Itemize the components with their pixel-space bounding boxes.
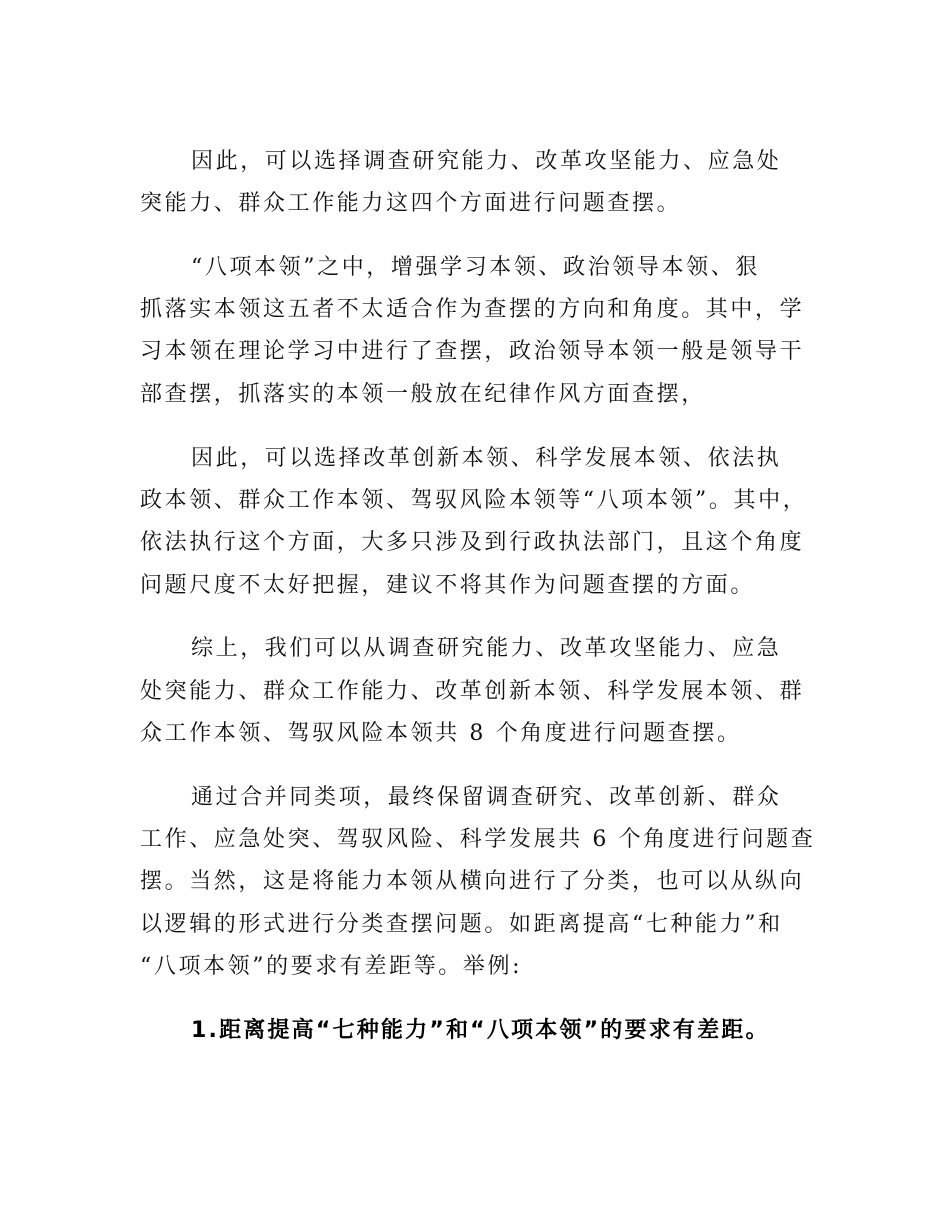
section-heading: 1.距离提高“七种能力”和“八项本领”的要求有差距。 [191, 1018, 770, 1043]
paragraph-3-line-4: 问题尺度不太好把握，建议不将其作为问题查摆的方面。 [140, 573, 756, 598]
paragraph-2-line-2: 抓落实本领这五者不太适合作为查摆的方向和角度。其中，学 [140, 297, 805, 322]
paragraph-5-line-1: 通过合并同类项，最终保留调查研究、改革创新、群众 [191, 785, 782, 810]
paragraph-4-line-3: 众工作本领、驾驭风险本领共 8 个角度进行问题查摆。 [140, 721, 742, 746]
paragraph-1-line-2: 突能力、群众工作能力这四个方面进行问题查摆。 [140, 191, 682, 216]
paragraph-2-line-1: “八项本领”之中，增强学习本领、政治领导本领、狠 [191, 255, 760, 280]
paragraph-4-line-1: 综上，我们可以从调查研究能力、改革攻坚能力、应急 [191, 636, 782, 661]
paragraph-4-line-2: 处突能力、群众工作能力、改革创新本领、科学发展本领、群 [140, 679, 805, 704]
paragraph-2-line-3: 习本领在理论学习中进行了查摆，政治领导本领一般是领导干 [140, 339, 805, 364]
paragraph-5-line-2: 工作、应急处突、驾驭风险、科学发展共 6 个角度进行问题查 [140, 827, 816, 852]
paragraph-3-line-2: 政本领、群众工作本领、驾驭风险本领等“八项本领”。其中， [140, 488, 808, 513]
paragraph-3-line-3: 依法执行这个方面，大多只涉及到行政执法部门，且这个角度 [140, 530, 805, 555]
paragraph-2-line-4: 部查摆，抓落实的本领一般放在纪律作风方面查摆， [140, 382, 706, 407]
paragraph-5-line-3: 摆。当然，这是将能力本领从横向进行了分类，也可以从纵向 [140, 869, 805, 894]
paragraph-1-line-1: 因此，可以选择调查研究能力、改革攻坚能力、应急处 [191, 149, 782, 174]
paragraph-5-line-5: “八项本领”的要求有差距等。举例: [140, 954, 523, 979]
paragraph-3-line-1: 因此，可以选择改革创新本领、科学发展本领、依法执 [191, 446, 782, 471]
paragraph-5-line-4: 以逻辑的形式进行分类查摆问题。如距离提高“七种能力”和 [140, 912, 783, 937]
